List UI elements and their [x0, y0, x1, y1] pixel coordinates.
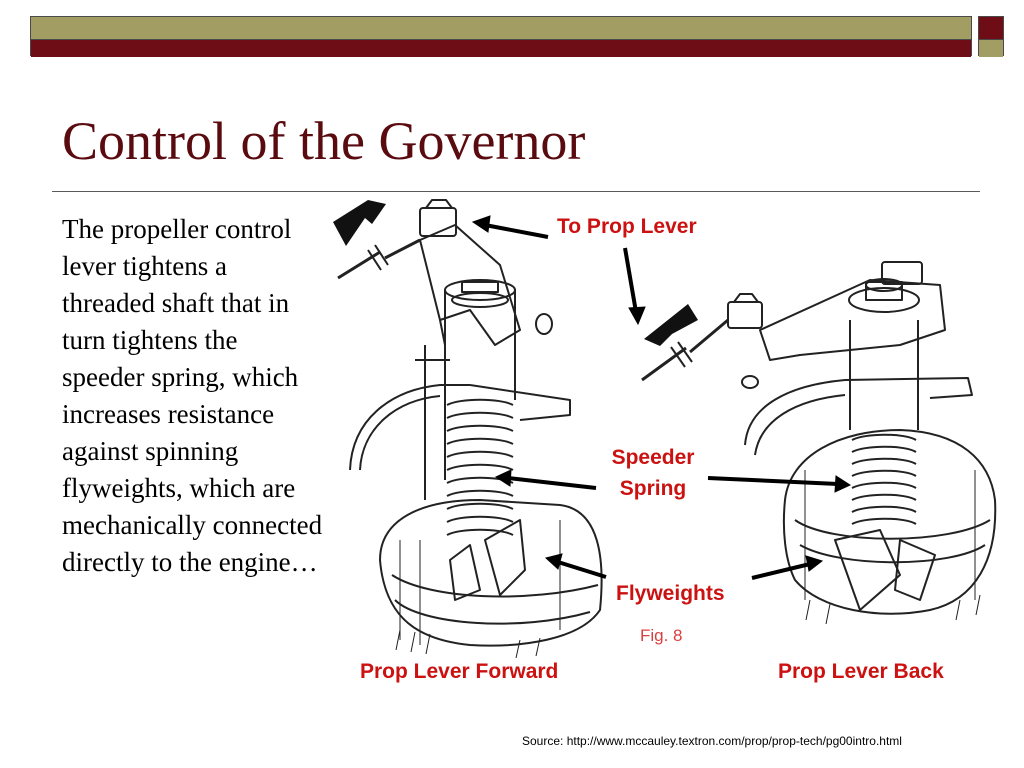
arrow-flyweights-right: [752, 564, 810, 578]
header-bar-maroon-stripe: [31, 39, 971, 57]
label-prop-lever-back: Prop Lever Back: [778, 660, 944, 683]
right-back-arrow: [644, 304, 698, 346]
header-corner-block: [978, 16, 1004, 56]
source-citation: Source: http://www.mccauley.textron.com/prop/prop-tech/pg00intro.html: [522, 734, 902, 748]
left-forward-arrow: [333, 200, 386, 246]
arrow-to-prop-lever-left: [485, 225, 548, 237]
header-bar-olive-stripe: [31, 17, 971, 39]
header-corner-olive: [979, 39, 1003, 57]
header-corner-maroon: [979, 17, 1003, 39]
slide-body-text: The propeller control lever tightens a threaded shaft that in turn tightens the speeder spring, which increases resistance against spinning flyweights, which are mechanically connected directly to the engine…: [62, 214, 323, 577]
arrow-to-prop-lever-right: [625, 248, 636, 312]
label-to-prop-lever: To Prop Lever: [557, 215, 697, 238]
arrow-flyweights-left: [558, 562, 606, 577]
label-prop-lever-forward: Prop Lever Forward: [360, 660, 559, 683]
label-speeder: Speeder: [611, 446, 695, 469]
left-governor-drawing: [338, 200, 602, 658]
figure-number-label: Fig. 8: [640, 626, 683, 645]
pointer-arrows: [473, 216, 850, 578]
slide-title: Control of the Governor: [62, 111, 586, 171]
arrow-speeder-spring-right: [708, 478, 838, 484]
header-bar: [30, 16, 972, 56]
arrow-speeder-spring-left: [508, 478, 596, 488]
label-flyweights: Flyweights: [616, 582, 725, 605]
label-spring: Spring: [619, 477, 687, 500]
